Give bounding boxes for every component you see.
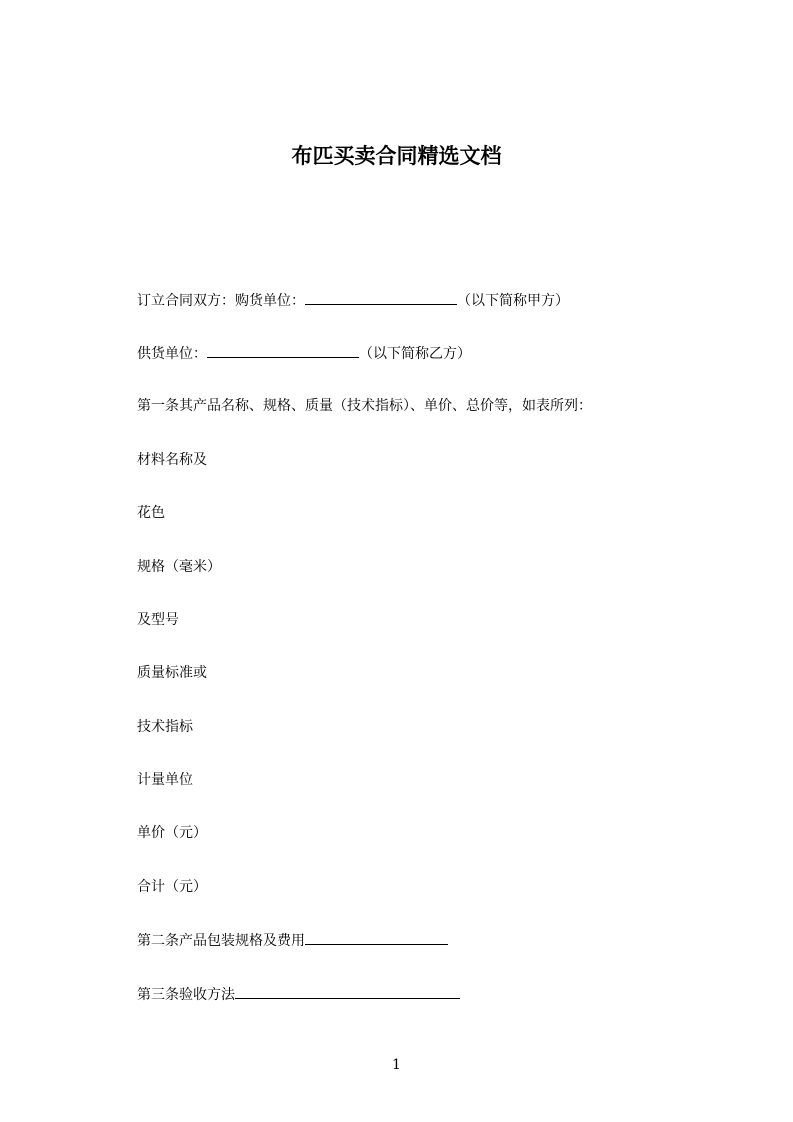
item-color: 花色 — [137, 505, 165, 521]
item-quality-standard: 质量标准或 — [137, 665, 207, 681]
para-article-2 — [137, 930, 448, 951]
item-unit: 计量单位 — [137, 772, 193, 788]
doc-title: 布匹买卖合同精选文档 — [291, 144, 502, 168]
buyer-blank — [305, 290, 457, 305]
page-number: 1 — [392, 1057, 401, 1073]
buyer-suffix: （以下简称甲方） — [457, 293, 569, 309]
item-material-name: 材料名称及 — [137, 452, 207, 468]
para-article-1: 第一条其产品名称、规格、质量（技术指标）、单价、总价等，如表所列： — [137, 398, 592, 414]
article-2-blank — [305, 930, 448, 945]
supplier-blank — [207, 343, 359, 358]
supplier-suffix: （以下简称乙方） — [359, 346, 471, 362]
item-model: 及型号 — [137, 612, 179, 628]
supplier-label: 供货单位： — [137, 346, 207, 362]
article-3-blank — [235, 984, 460, 999]
para-parties-buyer — [137, 290, 569, 311]
buyer-label: 订立合同双方：购货单位： — [137, 293, 305, 309]
item-total: 合计（元） — [137, 879, 207, 895]
item-spec: 规格（毫米） — [137, 559, 221, 575]
article-3-label: 第三条验收方法 — [137, 987, 235, 1003]
para-article-3 — [137, 984, 460, 1005]
para-parties-supplier — [137, 343, 471, 364]
article-2-label: 第二条产品包装规格及费用 — [137, 933, 305, 949]
item-unit-price: 单价（元） — [137, 825, 207, 841]
item-tech-index: 技术指标 — [137, 719, 193, 735]
